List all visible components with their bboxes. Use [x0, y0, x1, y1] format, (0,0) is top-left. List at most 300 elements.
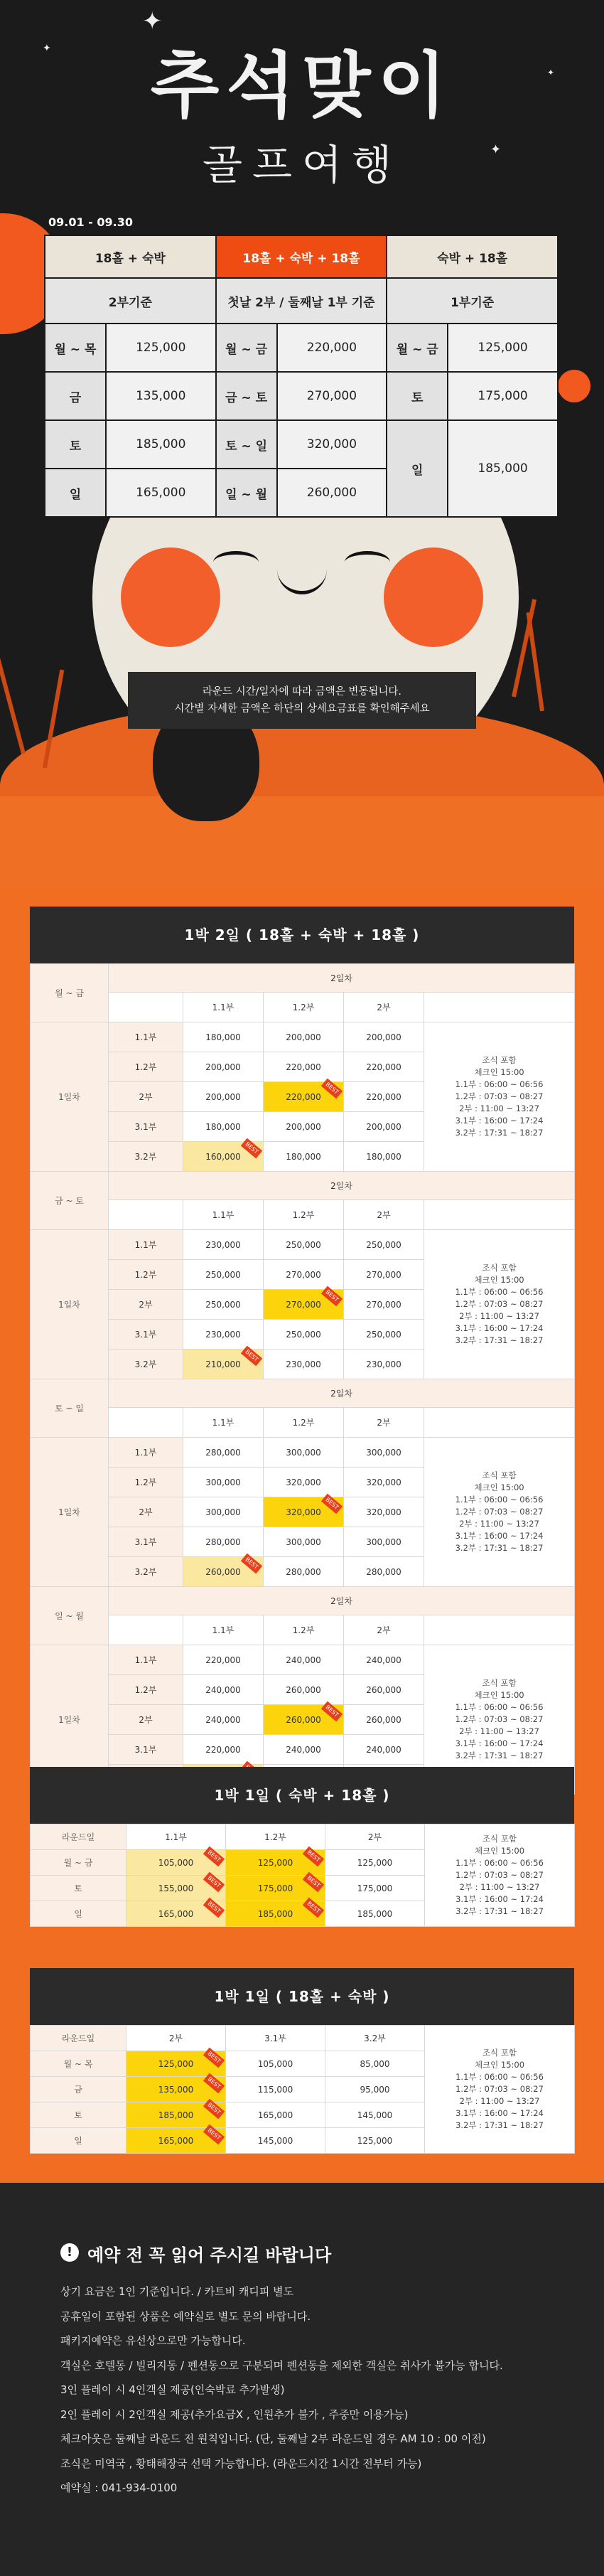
info-line: 조식 포함 — [482, 1834, 517, 1844]
price-value: 180,000 — [366, 1151, 401, 1162]
price-value: 240,000 — [205, 1684, 241, 1695]
info-line: 체크인 15:00 — [474, 1690, 524, 1700]
best-badge: BEST — [303, 1898, 324, 1918]
info-line: 조식 포함 — [482, 1470, 517, 1480]
package-subheader: 첫날 2부 / 둘째날 1부 기준 — [216, 278, 387, 324]
tee-time-label: 2부 — [109, 1290, 183, 1320]
price-value: 105,000 — [158, 1857, 194, 1868]
info-line: 2부 : 11:00 ~ 13:27 — [459, 2096, 540, 2106]
best-badge: BEST — [241, 1346, 262, 1367]
package-header: 18홀 + 숙박 + 18홀 — [216, 235, 387, 278]
price-value: 200,000 — [205, 1062, 241, 1072]
price-value: 240,000 — [286, 1744, 321, 1755]
price-value: 280,000 — [286, 1566, 321, 1577]
col-head: 3.2부 — [325, 2026, 425, 2051]
price-value: 200,000 — [366, 1121, 401, 1132]
price-cell — [264, 1022, 344, 1052]
price-value: 320,000 — [277, 420, 387, 469]
price-value: 260,000 — [286, 1714, 321, 1725]
best-badge: BEST — [241, 1554, 262, 1574]
price-cell — [344, 1350, 424, 1379]
price-value: 95,000 — [360, 2084, 390, 2095]
price-value: 220,000 — [205, 1655, 241, 1665]
price-cell — [226, 1901, 325, 1927]
notice-item: 체크아웃은 둘째날 라운드 전 원칙입니다. (단, 둘째날 2부 라운드일 경우 AM 10 : 00 이전) — [60, 2432, 486, 2445]
price-cell — [226, 1850, 325, 1876]
info-line: 1.1부 : 06:00 ~ 06:56 — [455, 1079, 544, 1089]
tee-time-label: 1.1부 — [109, 1438, 183, 1468]
col-head: 1.1부 — [126, 1824, 226, 1850]
day2-label: 2일차 — [109, 1172, 575, 1200]
price-value: 230,000 — [205, 1239, 241, 1250]
hero-subtitle: 골프여행 — [202, 141, 402, 189]
reed-decoration — [0, 657, 26, 754]
blank-cell — [109, 1408, 183, 1438]
blank-cell — [109, 1615, 183, 1645]
price-cell — [183, 1082, 264, 1112]
col-head: 2부 — [344, 1615, 424, 1645]
day-label: 월 ~ 금 — [387, 324, 448, 372]
price-value: 260,000 — [366, 1714, 401, 1725]
info-line: 1.2부 : 07:03 ~ 08:27 — [455, 1299, 544, 1309]
price-cell — [126, 2128, 226, 2154]
tee-time-label: 1.2부 — [109, 1260, 183, 1290]
info-line: 체크인 15:00 — [474, 1846, 525, 1856]
price-value: 300,000 — [286, 1536, 321, 1547]
info-line: 3.1부 : 16:00 ~ 17:24 — [455, 1738, 544, 1748]
day-label: 일 ~ 월 — [216, 469, 277, 517]
price-cell — [264, 1735, 344, 1765]
bunny-eye-right — [345, 551, 390, 574]
tee-time-label: 3.2부 — [109, 1350, 183, 1379]
package-subheader: 1부기준 — [387, 278, 558, 324]
price-notice — [128, 672, 476, 729]
price-cell — [183, 1438, 264, 1468]
price-value: 230,000 — [366, 1359, 401, 1369]
col-head: 1.2부 — [264, 1200, 344, 1230]
info-cell — [424, 1438, 575, 1587]
price-value: 220,000 — [366, 1091, 401, 1102]
price-value: 180,000 — [205, 1121, 241, 1132]
star-icon: ✦ — [142, 7, 163, 36]
detail-price-table — [30, 1824, 575, 1927]
price-value: 185,000 — [448, 420, 558, 517]
col-head: 1.1부 — [183, 1615, 264, 1645]
price-value: 300,000 — [205, 1477, 241, 1487]
price-cell — [264, 1290, 344, 1320]
notice-footer — [0, 2183, 604, 2576]
blank-cell — [424, 1408, 575, 1438]
info-line: 3.2부 : 17:31 ~ 18:27 — [455, 2120, 544, 2130]
price-cell — [183, 1468, 264, 1497]
info-line: 2부 : 11:00 ~ 13:27 — [459, 1726, 539, 1736]
price-cell — [344, 1705, 424, 1735]
price-cell — [264, 1705, 344, 1735]
price-value: 220,000 — [286, 1091, 321, 1102]
price-cell — [226, 2077, 325, 2102]
info-cell — [424, 1230, 575, 1379]
price-cell — [264, 1082, 344, 1112]
day-label: 토 — [45, 420, 106, 469]
info-line: 1.2부 : 07:03 ~ 08:27 — [455, 1870, 544, 1880]
info-line: 2부 : 11:00 ~ 13:27 — [459, 1519, 539, 1529]
price-cell — [325, 1901, 425, 1927]
day-label: 금 — [31, 2077, 126, 2102]
price-cell — [344, 1557, 424, 1587]
hero-section — [0, 0, 604, 889]
package-header: 숙박 + 18홀 — [387, 235, 558, 278]
day-label: 일 — [387, 420, 448, 517]
best-badge: BEST — [203, 2125, 225, 2145]
notice-item: 패키지예약은 유선상으로만 가능합니다. — [60, 2334, 246, 2347]
period-label: 월 ~ 금 — [31, 964, 109, 1022]
info-line: 1.1부 : 06:00 ~ 06:56 — [455, 1287, 544, 1297]
info-line: 1.1부 : 06:00 ~ 06:56 — [455, 2072, 544, 2082]
info-line: 조식 포함 — [482, 2048, 517, 2058]
section-title: 1박 2일 ( 18홀 + 숙박 + 18홀 ) — [30, 907, 574, 963]
section-1day-stay-round — [30, 1767, 574, 1927]
col-head: 2부 — [126, 2026, 226, 2051]
tee-time-label: 2부 — [109, 1082, 183, 1112]
price-cell — [264, 1142, 344, 1172]
notice-line: 라운드 시간/일자에 따라 금액은 변동됩니다. — [202, 686, 402, 698]
price-cell — [183, 1142, 264, 1172]
price-cell — [264, 1527, 344, 1557]
price-cell — [226, 2102, 325, 2128]
price-cell — [183, 1320, 264, 1350]
price-cell — [344, 1052, 424, 1082]
info-line: 3.2부 : 17:31 ~ 18:27 — [455, 1543, 544, 1553]
price-cell — [226, 1876, 325, 1901]
price-value: 250,000 — [205, 1299, 241, 1310]
info-line: 3.1부 : 16:00 ~ 17:24 — [455, 1323, 544, 1333]
best-badge: BEST — [321, 1494, 343, 1514]
price-value: 125,000 — [158, 2058, 194, 2069]
notice-item: 3인 플레이 시 4인객실 제공(인숙박료 추가발생) — [60, 2383, 285, 2396]
best-badge: BEST — [321, 1079, 343, 1099]
price-cell — [183, 1112, 264, 1142]
price-value: 220,000 — [277, 324, 387, 372]
tee-time-label: 3.1부 — [109, 1112, 183, 1142]
best-badge: BEST — [303, 1872, 324, 1893]
price-cell — [344, 1675, 424, 1705]
price-value: 320,000 — [286, 1507, 321, 1517]
price-cell — [264, 1497, 344, 1527]
blank-cell — [109, 1200, 183, 1230]
day2-label: 2일차 — [109, 1587, 575, 1615]
tee-time-label: 1.2부 — [109, 1052, 183, 1082]
price-cell — [183, 1290, 264, 1320]
col-head: 1.2부 — [264, 993, 344, 1022]
period-label: 일 ~ 월 — [31, 1587, 109, 1645]
price-cell — [183, 1022, 264, 1052]
price-value: 260,000 — [366, 1684, 401, 1695]
price-cell — [183, 1527, 264, 1557]
price-cell — [325, 2128, 425, 2154]
notice-list — [60, 2280, 558, 2501]
price-value: 270,000 — [286, 1299, 321, 1310]
price-value: 175,000 — [448, 372, 558, 420]
price-value: 210,000 — [205, 1359, 241, 1369]
col-head: 2부 — [325, 1824, 425, 1850]
price-value: 300,000 — [366, 1536, 401, 1547]
info-line: 3.2부 : 17:31 ~ 18:27 — [455, 1751, 544, 1760]
detail-price-table — [30, 963, 575, 1795]
price-value: 185,000 — [357, 1908, 393, 1919]
price-value: 250,000 — [286, 1329, 321, 1340]
day-label: 월 ~ 목 — [31, 2051, 126, 2077]
best-badge: BEST — [203, 2099, 225, 2120]
price-value: 260,000 — [286, 1684, 321, 1695]
price-value: 175,000 — [257, 1883, 293, 1893]
price-cell — [183, 1735, 264, 1765]
price-cell — [325, 2077, 425, 2102]
day-label: 월 ~ 금 — [31, 1850, 126, 1876]
price-value: 240,000 — [366, 1744, 401, 1755]
price-cell — [344, 1497, 424, 1527]
price-value: 85,000 — [360, 2058, 390, 2069]
price-cell — [344, 1142, 424, 1172]
notice-item: 상기 요금은 1인 기준입니다. / 카트비 캐디피 별도 — [60, 2285, 294, 2298]
section-1day-round-stay — [30, 1968, 574, 2154]
info-line: 3.1부 : 16:00 ~ 17:24 — [455, 1116, 544, 1126]
price-value: 260,000 — [205, 1566, 241, 1577]
notice-item: 2인 플레이 시 2인객실 제공(추가요금X , 인원추가 불가 , 주중만 이용가능) — [60, 2407, 409, 2421]
price-value: 115,000 — [257, 2084, 293, 2095]
col-head: 1.1부 — [183, 1408, 264, 1438]
price-cell — [344, 1112, 424, 1142]
period-label: 토 ~ 일 — [31, 1379, 109, 1438]
price-cell — [126, 1876, 226, 1901]
price-value: 270,000 — [277, 372, 387, 420]
price-cell — [264, 1645, 344, 1675]
info-line: 1.2부 : 07:03 ~ 08:27 — [455, 1507, 544, 1517]
price-value: 200,000 — [205, 1091, 241, 1102]
price-cell — [344, 1022, 424, 1052]
star-icon: ✦ — [547, 68, 555, 78]
price-cell — [344, 1290, 424, 1320]
tee-time-label: 1.1부 — [109, 1645, 183, 1675]
price-value: 280,000 — [205, 1536, 241, 1547]
price-value: 220,000 — [366, 1062, 401, 1072]
price-value: 125,000 — [357, 1857, 393, 1868]
info-line: 3.2부 : 17:31 ~ 18:27 — [455, 1335, 544, 1345]
ground-base — [0, 796, 604, 889]
notice-item: 공휴일이 포함된 상품은 예약실로 별도 문의 바랍니다. — [60, 2309, 311, 2323]
price-cell — [344, 1230, 424, 1260]
price-cell — [344, 1260, 424, 1290]
blank-cell — [424, 1615, 575, 1645]
price-cell — [183, 1052, 264, 1082]
detail-tables-area — [0, 889, 604, 2183]
tee-time-label: 3.2부 — [109, 1142, 183, 1172]
section-title: 1박 1일 ( 18홀 + 숙박 ) — [30, 1968, 574, 2025]
price-value: 300,000 — [286, 1447, 321, 1458]
price-value: 300,000 — [205, 1507, 241, 1517]
day-label: 일 — [31, 2128, 126, 2154]
best-badge: BEST — [203, 2048, 225, 2068]
price-value: 230,000 — [286, 1359, 321, 1369]
price-cell — [264, 1468, 344, 1497]
blank-cell — [424, 1200, 575, 1230]
detail-price-table — [30, 2025, 575, 2154]
info-line: 2부 : 11:00 ~ 13:27 — [459, 1882, 540, 1892]
info-line: 조식 포함 — [482, 1678, 517, 1688]
notice-item: 조식은 미역국 , 황태해장국 선택 가능합니다. (라운드시간 1시간 전부터 가능) — [60, 2457, 422, 2470]
footer-title: 예약 전 꼭 읽어 주시길 바랍니다 — [87, 2245, 332, 2265]
info-line: 조식 포함 — [482, 1263, 517, 1273]
price-value: 200,000 — [286, 1121, 321, 1132]
price-cell — [325, 2102, 425, 2128]
best-badge: BEST — [203, 1872, 225, 1893]
price-cell — [344, 1645, 424, 1675]
price-cell — [344, 1082, 424, 1112]
info-line: 2부 : 11:00 ~ 13:27 — [459, 1311, 539, 1321]
corner-label: 라운드일 — [31, 1824, 126, 1850]
price-value: 200,000 — [286, 1032, 321, 1042]
day2-label: 2일차 — [109, 1379, 575, 1408]
period-label: 금 ~ 토 — [31, 1172, 109, 1230]
price-value: 125,000 — [448, 324, 558, 372]
price-value: 160,000 — [205, 1151, 241, 1162]
price-cell — [344, 1468, 424, 1497]
price-cell — [264, 1052, 344, 1082]
info-line: 체크인 15:00 — [474, 2060, 525, 2070]
price-cell — [264, 1438, 344, 1468]
day1-label: 1일차 — [31, 1438, 109, 1587]
price-value: 200,000 — [366, 1032, 401, 1042]
price-value: 125,000 — [257, 1857, 293, 1868]
price-cell — [264, 1557, 344, 1587]
bunny-eye-left — [213, 551, 259, 574]
col-head: 2부 — [344, 1408, 424, 1438]
price-value: 145,000 — [257, 2135, 293, 2146]
price-cell — [126, 1901, 226, 1927]
price-cell — [183, 1497, 264, 1527]
price-cell — [126, 2077, 226, 2102]
price-cell — [226, 2128, 325, 2154]
price-value: 125,000 — [106, 324, 216, 372]
day-label: 금 ~ 토 — [216, 372, 277, 420]
star-icon: ✦ — [490, 142, 502, 157]
info-cell — [424, 1022, 575, 1172]
corner-label: 라운드일 — [31, 2026, 126, 2051]
price-value: 165,000 — [158, 1908, 194, 1919]
price-value: 220,000 — [286, 1062, 321, 1072]
price-value: 250,000 — [205, 1269, 241, 1280]
day-label: 토 — [387, 372, 448, 420]
best-badge: BEST — [321, 1286, 343, 1307]
day-label: 금 — [45, 372, 106, 420]
col-head: 1.2부 — [264, 1615, 344, 1645]
tee-time-label: 3.2부 — [109, 1557, 183, 1587]
price-value: 320,000 — [366, 1477, 401, 1487]
price-cell — [264, 1675, 344, 1705]
section-title: 1박 1일 ( 숙박 + 18홀 ) — [30, 1767, 574, 1824]
price-cell — [126, 1850, 226, 1876]
bunny-cheek-right — [384, 547, 483, 647]
price-cell — [183, 1675, 264, 1705]
price-value: 240,000 — [286, 1655, 321, 1665]
price-value: 125,000 — [357, 2135, 393, 2146]
best-badge: BEST — [203, 2073, 225, 2094]
price-value: 320,000 — [286, 1477, 321, 1487]
info-line: 1.2부 : 07:03 ~ 08:27 — [455, 2084, 544, 2094]
info-line: 체크인 15:00 — [474, 1275, 524, 1285]
reed-decoration — [527, 612, 544, 711]
day-label: 일 — [45, 469, 106, 517]
info-line: 체크인 15:00 — [474, 1482, 524, 1492]
info-line: 1.2부 : 07:03 ~ 08:27 — [455, 1714, 544, 1724]
best-badge: BEST — [303, 1847, 324, 1867]
info-line: 3.1부 : 16:00 ~ 17:24 — [455, 2108, 544, 2118]
price-value: 185,000 — [257, 1908, 293, 1919]
price-cell — [264, 1260, 344, 1290]
info-line: 1.1부 : 06:00 ~ 06:56 — [455, 1702, 544, 1712]
price-cell — [126, 2102, 226, 2128]
tee-time-label: 1.1부 — [109, 1230, 183, 1260]
price-cell — [325, 1876, 425, 1901]
info-line: 3.1부 : 16:00 ~ 17:24 — [455, 1531, 544, 1541]
col-head: 1.1부 — [183, 1200, 264, 1230]
col-head: 1.1부 — [183, 993, 264, 1022]
day-label: 토 ~ 일 — [216, 420, 277, 469]
price-value: 240,000 — [205, 1714, 241, 1725]
day-label: 토 — [31, 1876, 126, 1901]
info-line: 체크인 15:00 — [474, 1067, 524, 1077]
info-line: 3.1부 : 16:00 ~ 17:24 — [455, 1894, 544, 1904]
summary-price-table — [44, 235, 559, 518]
price-value: 180,000 — [205, 1032, 241, 1042]
info-line: 3.2부 : 17:31 ~ 18:27 — [455, 1128, 544, 1138]
info-line: 1.1부 : 06:00 ~ 06:56 — [455, 1495, 544, 1505]
star-icon: ✦ — [43, 43, 51, 54]
notice-item: 객실은 호텔동 / 빌리지동 / 펜션동으로 구분되며 펜션동을 제외한 객실은 취사가 불가능 합니다. — [60, 2358, 503, 2372]
price-value: 185,000 — [106, 420, 216, 469]
price-cell — [183, 1645, 264, 1675]
tee-time-label: 3.1부 — [109, 1735, 183, 1765]
price-cell — [325, 2051, 425, 2077]
price-cell — [264, 1350, 344, 1379]
best-badge: BEST — [203, 1898, 225, 1918]
price-value: 155,000 — [158, 1883, 194, 1893]
day1-label: 1일차 — [31, 1022, 109, 1172]
day-label: 월 ~ 금 — [216, 324, 277, 372]
price-cell — [183, 1350, 264, 1379]
price-value: 230,000 — [205, 1329, 241, 1340]
price-value: 280,000 — [205, 1447, 241, 1458]
col-head: 2부 — [344, 993, 424, 1022]
best-badge: BEST — [203, 1847, 225, 1867]
col-head: 3.1부 — [226, 2026, 325, 2051]
day2-label: 2일차 — [109, 964, 575, 993]
price-cell — [344, 1735, 424, 1765]
day-label: 토 — [31, 2102, 126, 2128]
day-label: 월 ~ 목 — [45, 324, 106, 372]
price-cell — [183, 1705, 264, 1735]
price-value: 250,000 — [286, 1239, 321, 1250]
price-value: 240,000 — [366, 1655, 401, 1665]
info-cell — [425, 1824, 575, 1927]
info-line: 조식 포함 — [482, 1055, 517, 1065]
price-value: 260,000 — [277, 469, 387, 517]
tee-time-label: 1.1부 — [109, 1022, 183, 1052]
price-cell — [344, 1527, 424, 1557]
price-value: 165,000 — [158, 2135, 194, 2146]
tee-time-label: 3.1부 — [109, 1320, 183, 1350]
price-value: 105,000 — [257, 2058, 293, 2069]
price-cell — [264, 1320, 344, 1350]
